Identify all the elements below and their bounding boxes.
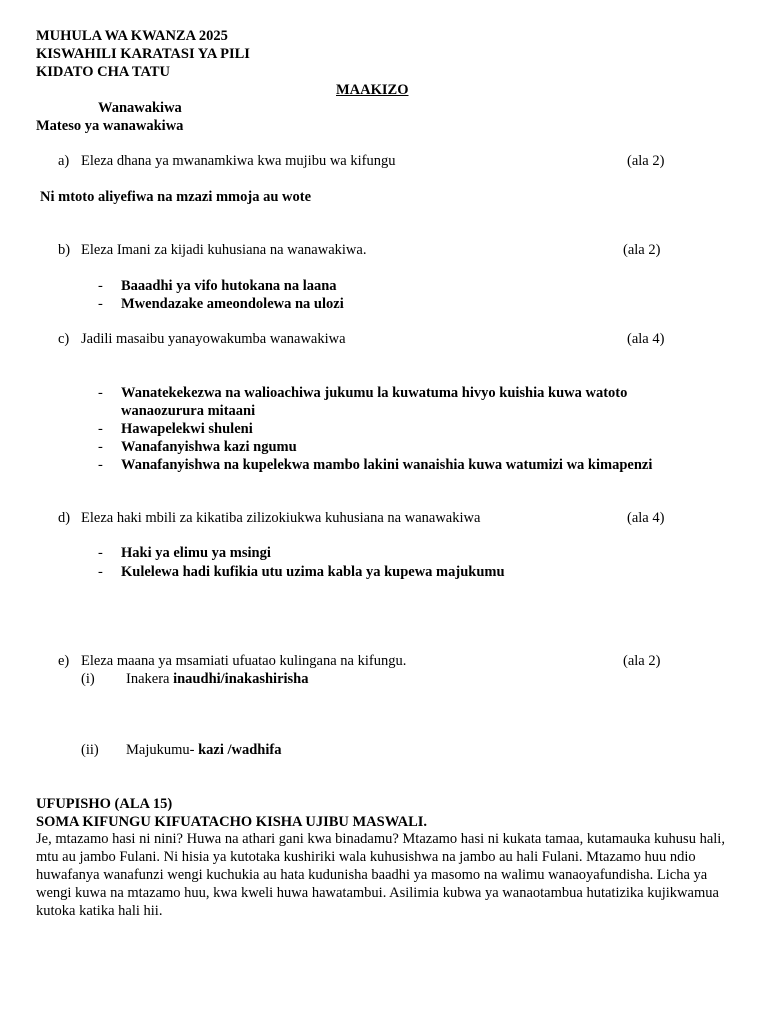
page-title: MAAKIZO bbox=[336, 82, 409, 98]
question-marks: (ala 4) bbox=[627, 331, 665, 347]
answer-item: Baaadhi ya vifo hutokana na laana bbox=[121, 278, 337, 294]
question-marks: (ala 4) bbox=[627, 510, 665, 526]
answer-item-continuation: wanaozurura mitaani bbox=[121, 403, 256, 419]
exam-subject: KISWAHILI KARATASI YA PILI bbox=[36, 46, 250, 62]
summary-instruction: SOMA KIFUNGU KIFUATACHO KISHA UJIBU MASWALI. bbox=[36, 814, 428, 830]
bullet-dash: - bbox=[98, 385, 103, 401]
bullet-dash: - bbox=[98, 421, 103, 437]
bullet-dash: - bbox=[98, 545, 103, 561]
vocab-item bbox=[126, 741, 281, 759]
answer-item: Kulelewa hadi kufikia utu uzima kabla ya kupewa majukumu bbox=[121, 564, 505, 580]
answer-item: Haki ya elimu ya msingi bbox=[121, 545, 271, 561]
answer-item: Mwendazake ameondolewa na ulozi bbox=[121, 296, 344, 312]
question-text: Eleza dhana ya mwanamkiwa kwa mujibu wa kifungu bbox=[81, 153, 396, 169]
question-letter: c) bbox=[58, 331, 70, 347]
exam-term: MUHULA WA KWANZA 2025 bbox=[36, 28, 228, 44]
item-number: (i) bbox=[81, 671, 95, 687]
vocab-item bbox=[126, 670, 309, 688]
question-text: Eleza maana ya msamiati ufuatao kulingana na kifungu. bbox=[81, 653, 407, 669]
section-title: Mateso ya wanawakiwa bbox=[36, 118, 184, 134]
question-marks: (ala 2) bbox=[623, 242, 661, 258]
vocab-answer: kazi /wadhifa bbox=[198, 742, 282, 758]
answer-item: Wanafanyishwa kazi ngumu bbox=[121, 439, 297, 455]
vocab-answer: inaudhi/inakashirisha bbox=[173, 671, 309, 687]
bullet-dash: - bbox=[98, 457, 103, 473]
answer-item: Hawapelekwi shuleni bbox=[121, 421, 253, 437]
vocab-term: Majukumu- bbox=[126, 742, 199, 758]
bullet-dash: - bbox=[98, 296, 103, 312]
answer-text: Ni mtoto aliyefiwa na mzazi mmoja au wote bbox=[40, 189, 312, 205]
question-letter: d) bbox=[58, 510, 71, 526]
bullet-dash: - bbox=[98, 564, 103, 580]
question-marks: (ala 2) bbox=[623, 653, 661, 669]
question-letter: a) bbox=[58, 153, 70, 169]
answer-item: Wanatekekezwa na walioachiwa jukumu la kuwatuma hivyo kuishia kuwa watoto bbox=[121, 385, 628, 401]
question-text: Eleza haki mbili za kikatiba zilizokiukwa kuhusiana na wanawakiwa bbox=[81, 510, 481, 526]
question-letter: b) bbox=[58, 242, 71, 258]
question-letter: e) bbox=[58, 653, 70, 669]
summary-heading: UFUPISHO (ALA 15) bbox=[36, 796, 173, 812]
item-number: (ii) bbox=[81, 742, 99, 758]
question-text: Jadili masaibu yanayowakumba wanawakiwa bbox=[81, 331, 346, 347]
answer-item: Wanafanyishwa na kupelekwa mambo lakini wanaishia kuwa watumizi wa kimapenzi bbox=[121, 457, 653, 473]
exam-form: KIDATO CHA TATU bbox=[36, 64, 171, 80]
bullet-dash: - bbox=[98, 278, 103, 294]
vocab-term: Inakera bbox=[126, 671, 174, 687]
book-title: Wanawakiwa bbox=[98, 100, 182, 116]
question-marks: (ala 2) bbox=[627, 153, 665, 169]
bullet-dash: - bbox=[98, 439, 103, 455]
question-text: Eleza Imani za kijadi kuhusiana na wanawakiwa. bbox=[81, 242, 367, 258]
summary-passage: Je, mtazamo hasi ni nini? Huwa na athari gani kwa binadamu? Mtazamo hasi ni kukata tamaa, kutamauka kuhusu hali, mtu au jambo Fulani. Ni hisia ya kutotaka kushiriki wala kuhusishwa na jambo au hali Fulani. Mtazamo huu ndio huwafanya wanafunzi wengi kuchukia au hata kudunisha baadhi ya masomo na walimu wanaoyafundisha. Licha ya wengi kuwa na mtazamo huu, kwa kweli huwa hawatambui. Asilimia kubwa ya wanaotambua hutatizika kujikwamua kutoka katika hali hii. bbox=[36, 831, 725, 919]
